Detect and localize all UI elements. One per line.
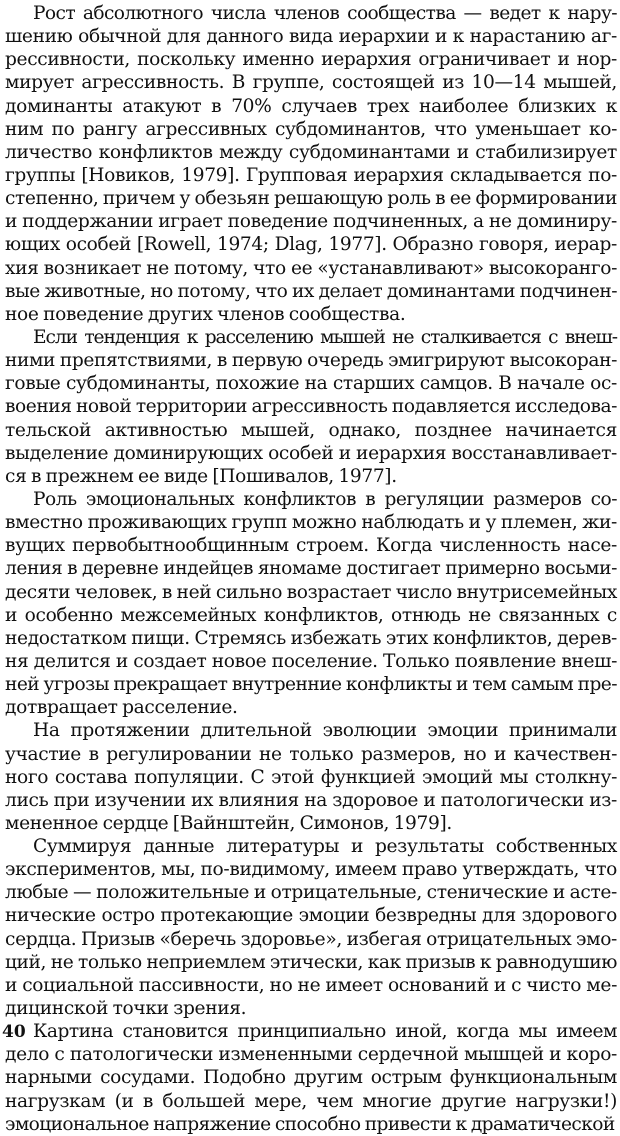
text-line: ное поведение других членов сообщества. — [5, 303, 406, 325]
text-line: участие в регулировании не только размеров, но и качествен- — [5, 743, 617, 765]
text-line: Роль эмоциональных конфликтов в регуляции размеров со- — [33, 488, 617, 510]
text-line: личество конфликтов между субдоминантами и стабилизирует — [5, 141, 617, 163]
text-line: дицинской точки зрения. — [5, 998, 247, 1020]
text-line: нагрузкам (и в большей мере, чем многие другие нагрузки!) — [5, 1090, 617, 1112]
text-line: ней угрозы прекращает внутренние конфликты и тем самым пре- — [5, 674, 617, 696]
text-line: эмоциональное напряжение способно привести к драматической — [5, 1113, 615, 1135]
paragraph — [5, 488, 617, 719]
text-line: Картина становится принципиально иной, когда мы имеем — [33, 1021, 617, 1043]
page-number: 40 — [2, 1022, 26, 1042]
text-line: вущих первобытнообщинным строем. Когда численность насе- — [5, 535, 617, 557]
text-line: Рост абсолютного числа членов сообщества — ведет к нару- — [33, 3, 617, 24]
text-line: степенно, причем у обезьян решающую роль в ее формировании — [5, 188, 617, 210]
text-line: рессивности, поскольку именно иерархия ограничивает и нор- — [5, 49, 617, 71]
text-line: нарными сосудами. Подобно другим острым функциональным — [5, 1067, 617, 1089]
text-line: и особенно межсемейных конфликтов, отнюдь не связанных с — [5, 604, 617, 626]
text-line: ющих особей [Rowell, 1974; Dlag, 1977]. Образно говоря, иерар- — [5, 234, 617, 256]
text-line: ня делится и создает новое поселение. Только появление внеш- — [5, 650, 617, 672]
text-line: десяти человек, в ней сильно возрастает число внутрисемейных — [5, 581, 617, 603]
paragraph — [5, 835, 617, 1020]
text-line: вые животные, но потому, что их делает доминантами подчинен- — [5, 280, 617, 302]
paragraph — [5, 2, 617, 326]
text-line: мирует агрессивность. В группе, состоящей из 10—14 мышей, — [5, 72, 617, 94]
text-line: ся в прежнем ее виде [Пошивалов, 1977]. — [5, 465, 397, 487]
text-line: Если тенденция к расселению мышей не сталкивается с внеш- — [33, 326, 617, 348]
text-line: и социальной пассивности, но не имеет оснований и с чисто ме- — [5, 974, 617, 996]
text-line: ного состава популяции. С этой функцией эмоций мы столкну- — [5, 766, 617, 788]
text-line: экспериментов, мы, по-видимому, имеем право утверждать, что — [5, 859, 617, 881]
text-line: На протяжении длительной эволюции эмоции принимали — [33, 720, 617, 742]
text-line: ций, не только неприемлем этически, как призыв к равнодушию — [5, 951, 617, 973]
text-line: дело с патологически измененными сердечной мышцей и коро- — [5, 1044, 617, 1066]
text-line: ним по рангу агрессивных субдоминантов, что уменьшает ко- — [5, 118, 617, 140]
text-line: выделение доминирующих особей и иерархия восстанавливает- — [5, 442, 617, 464]
text-line: и поддержании играет поведение подчиненных, а не доминиру- — [5, 211, 617, 233]
text-line: мененное сердце [Вайнштейн, Симонов, 1979]. — [5, 812, 452, 834]
text-line: доминанты атакуют в 70% случаев трех наиболее близких к — [5, 95, 617, 117]
text-line: ления в деревне индейцев яномаме достигает примерно восьми- — [5, 558, 617, 580]
text-line: группы [Новиков, 1979]. Групповая иерархия складывается по- — [5, 164, 617, 186]
text-line: Суммируя данные литературы и результаты собственных — [33, 836, 617, 858]
text-line: сердца. Призыв «беречь здоровье», избегая отрицательных эмо- — [5, 928, 617, 950]
body-text — [5, 2, 617, 1136]
text-line: вместно проживающих групп можно наблюдать и у племен, жи- — [5, 512, 617, 534]
text-line: хия возникает не потому, что ее «устанавливают» высокоранго- — [5, 257, 617, 279]
text-line: тельской активностью мышей, однако, позднее начинается — [5, 419, 617, 441]
text-line: любые — положительные и отрицательные, стенические и асте- — [5, 882, 617, 904]
text-line: дотвращает расселение. — [5, 697, 238, 719]
text-line: нические остро протекающие эмоции безвредны для здорового — [5, 905, 617, 927]
text-line: говые субдоминанты, похожие на старших самцов. В начале ос- — [5, 373, 617, 395]
text-line: шению обычной для данного вида иерархии и к нарастанию аг- — [5, 26, 617, 48]
paragraph — [5, 719, 617, 835]
text-line: воения новой территории агрессивность подавляется исследова- — [5, 396, 617, 418]
text-line: ними препятствиями, в первую очередь эмигрируют высокоран- — [5, 350, 617, 372]
paragraph — [5, 1020, 617, 1136]
paragraph — [5, 326, 617, 488]
text-line: недостатком пищи. Стремясь избежать этих конфликтов, дерев- — [5, 627, 617, 649]
text-line: лись при изучении их влияния на здоровое и патологически из- — [5, 789, 617, 811]
